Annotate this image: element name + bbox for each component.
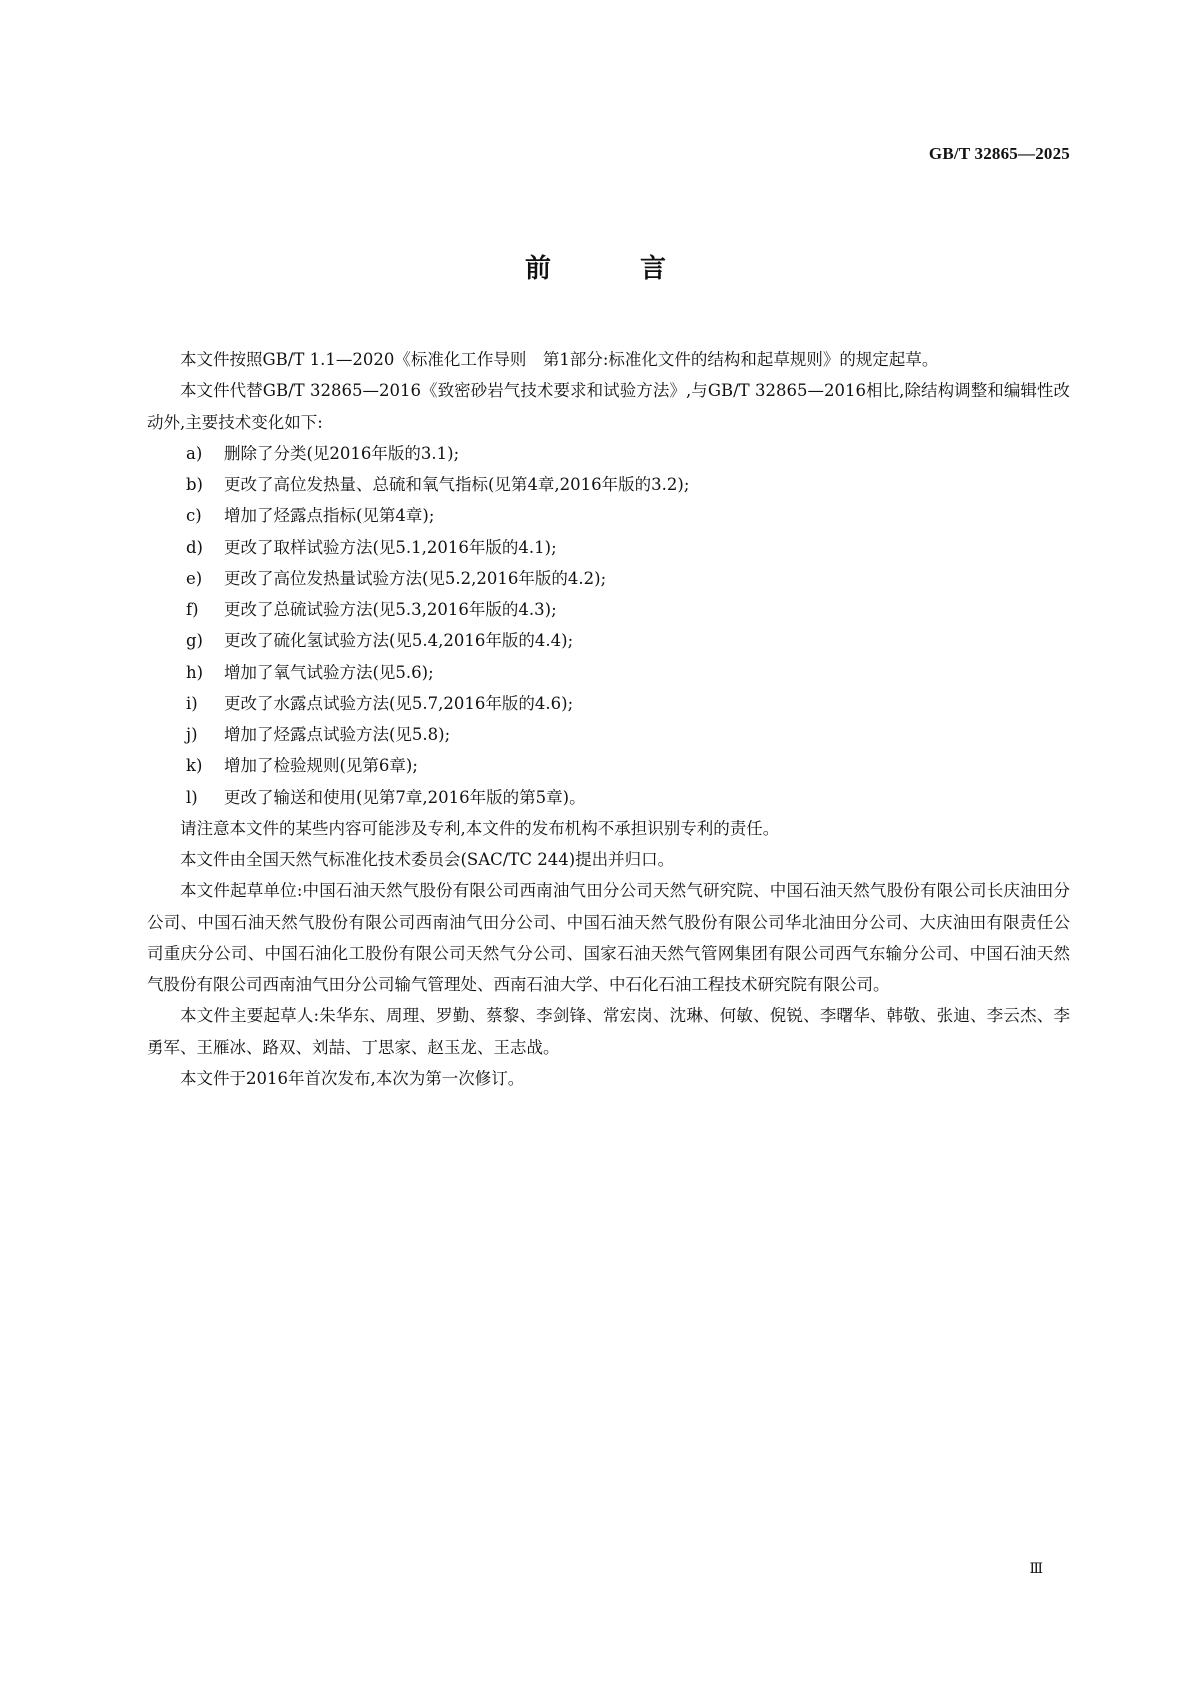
list-marker: j) bbox=[186, 725, 198, 744]
list-item-text: 更改了水露点试验方法(见5.7,2016年版的4.6); bbox=[224, 693, 574, 713]
paragraph-drafting-units: 本文件起草单位:中国石油天然气股份有限公司西南油气田分公司天然气研究院、中国石油天然气股份有限公司长庆油田分公司、中国石油天然气股份有限公司西南油气田分公司、中国石油天然气股份有限公司华北油田分公司、大庆油田有限责任公司重庆分公司、中国石油化工股份有限公司天然气分公司、国家石油天然气管网集团有限公司西气东输分公司、中国石油天然气股份有限公司西南油气田分公司输气管理处、西南石油大学、中石化石油工程技术研究院有限公司。 bbox=[147, 881, 1070, 994]
list-marker: b) bbox=[186, 475, 203, 494]
list-marker: k) bbox=[186, 756, 203, 776]
list-item-text: 增加了烃露点指标(见第4章); bbox=[224, 506, 435, 526]
paragraph-patent-notice: 请注意本文件的某些内容可能涉及专利,本文件的发布机构不承担识别专利的责任。 bbox=[180, 818, 780, 838]
paragraph-publication-history: 本文件于2016年首次发布,本次为第一次修订。 bbox=[180, 1068, 525, 1088]
list-marker: h) bbox=[186, 662, 204, 682]
list-item bbox=[186, 750, 1070, 781]
list-item-text: 更改了取样试验方法(见5.1,2016年版的4.1); bbox=[224, 537, 557, 557]
paragraph-drafting-rules: 本文件按照GB/T 1.1—2020《标准化工作导则 第1部分:标准化文件的结构和起草规则》的规定起草。 bbox=[180, 350, 939, 369]
page-number: Ⅲ bbox=[1029, 1561, 1043, 1577]
list-item bbox=[186, 438, 1070, 469]
list-item bbox=[186, 719, 1070, 750]
paragraph-drafters: 本文件主要起草人:朱华东、周理、罗勤、蔡黎、李剑锋、常宏岗、沈琳、何敏、倪锐、李曙华、韩敬、张迪、李云杰、李勇军、王雁冰、路双、刘喆、丁思家、赵玉龙、王志战。 bbox=[147, 1006, 1070, 1057]
list-item bbox=[186, 532, 1070, 563]
list-item bbox=[186, 688, 1070, 719]
list-item bbox=[186, 625, 1070, 656]
list-item-text: 更改了硫化氢试验方法(见5.4,2016年版的4.4); bbox=[224, 631, 574, 651]
list-item bbox=[186, 594, 1070, 625]
list-item-text: 更改了高位发热量试验方法(见5.2,2016年版的4.2); bbox=[224, 568, 607, 588]
page-title: 前 言 bbox=[524, 254, 707, 284]
list-item bbox=[186, 657, 1070, 688]
changes-list bbox=[147, 438, 1070, 813]
list-marker: i) bbox=[186, 693, 198, 713]
list-marker: g) bbox=[186, 631, 203, 651]
list-marker: l) bbox=[186, 787, 198, 807]
list-marker: a) bbox=[186, 443, 203, 463]
list-item-text: 更改了总硫试验方法(见5.3,2016年版的4.3); bbox=[224, 600, 557, 619]
list-item-text: 更改了高位发热量、总硫和氧气指标(见第4章,2016年版的3.2); bbox=[224, 475, 690, 494]
list-item bbox=[186, 500, 1070, 531]
list-item bbox=[186, 563, 1070, 594]
paragraph-proposer: 本文件由全国天然气标准化技术委员会(SAC/TC 244)提出并归口。 bbox=[180, 850, 675, 869]
list-item bbox=[186, 469, 1070, 500]
list-item-text: 删除了分类(见2016年版的3.1); bbox=[224, 443, 460, 463]
list-marker: f) bbox=[186, 600, 199, 619]
paragraph-replacement: 本文件代替GB/T 32865—2016《致密砂岩气技术要求和试验方法》,与GB/T 32865—2016相比,除结构调整和编辑性改动外,主要技术变化如下: bbox=[147, 381, 1070, 432]
list-item-text: 增加了氧气试验方法(见5.6); bbox=[224, 662, 434, 682]
standard-code: GB/T 32865—2025 bbox=[928, 144, 1070, 163]
list-marker: c) bbox=[186, 506, 202, 526]
list-item bbox=[186, 782, 1070, 813]
list-marker: e) bbox=[186, 568, 203, 588]
list-marker: d) bbox=[186, 537, 203, 557]
list-item-text: 增加了检验规则(见第6章); bbox=[224, 756, 418, 776]
foreword-body bbox=[147, 344, 1070, 1094]
list-item-text: 更改了输送和使用(见第7章,2016年版的第5章)。 bbox=[224, 787, 586, 807]
list-item-text: 增加了烃露点试验方法(见5.8); bbox=[224, 725, 451, 744]
